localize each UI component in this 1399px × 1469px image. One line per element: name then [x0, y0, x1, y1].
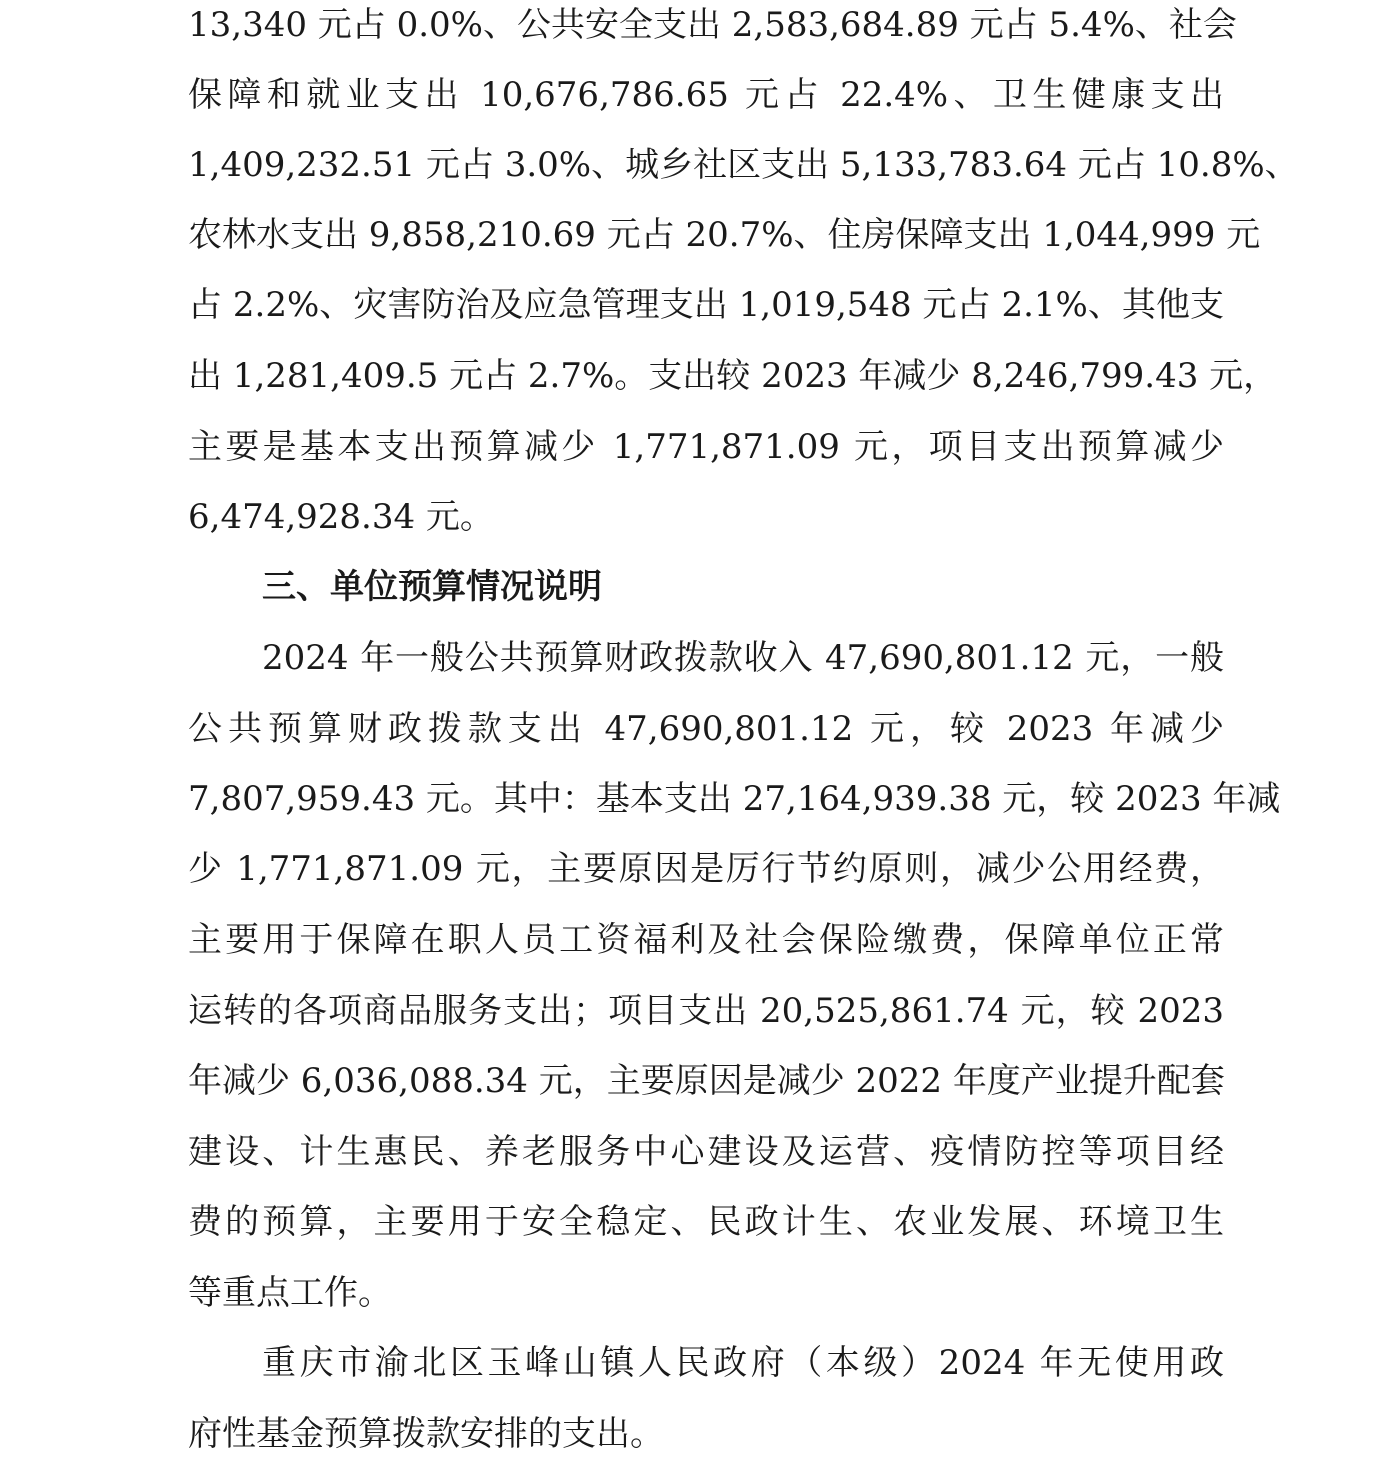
paragraph-line: 6,474,928.34 元。: [188, 497, 494, 537]
section-heading: 三、单位预算情况说明: [262, 567, 602, 607]
paragraph-line: 主要用于保障在职人员工资福利及社会保险缴费，保障单位正常: [188, 920, 1224, 960]
paragraph-line: 少 1,771,871.09 元，主要原因是厉行节约原则，减少公用经费，: [188, 849, 1224, 889]
paragraph-line: 1,409,232.51 元占 3.0%、城乡社区支出 5,133,783.64 元占 10.8%、: [188, 145, 1299, 185]
paragraph-line: 年减少 6,036,088.34 元，主要原因是减少 2022 年度产业提升配套: [188, 1061, 1225, 1101]
paragraph-line: 占 2.2%、灾害防治及应急管理支出 1,019,548 元占 2.1%、其他支: [188, 285, 1224, 325]
paragraph-line: 费的预算，主要用于安全稳定、民政计生、农业发展、环境卫生: [188, 1202, 1224, 1242]
paragraph-line: 等重点工作。: [188, 1273, 392, 1313]
paragraph-line: 府性基金预算拨款安排的支出。: [188, 1414, 664, 1454]
paragraph-line: 2024 年一般公共预算财政拨款收入 47,690,801.12 元，一般: [262, 638, 1224, 678]
paragraph-line: 农林水支出 9,858,210.69 元占 20.7%、住房保障支出 1,044,999 元: [188, 215, 1261, 255]
paragraph-line: 出 1,281,409.5 元占 2.7%。支出较 2023 年减少 8,246,799.43 元，: [188, 356, 1278, 396]
paragraph-line: 公共预算财政拨款支出 47,690,801.12 元，较 2023 年减少: [188, 709, 1224, 749]
paragraph-line: 7,807,959.43 元。其中：基本支出 27,164,939.38 元，较 2023 年减: [188, 779, 1281, 819]
paragraph-line: 运转的各项商品服务支出；项目支出 20,525,861.74 元，较 2023: [188, 991, 1224, 1031]
paragraph-line: 13,340 元占 0.0%、公共安全支出 2,583,684.89 元占 5.4%、社会: [188, 5, 1237, 45]
paragraph-line: 保障和就业支出 10,676,786.65 元占 22.4%、卫生健康支出: [188, 75, 1224, 115]
paragraph-line: 重庆市渝北区玉峰山镇人民政府（本级）2024 年无使用政: [262, 1343, 1224, 1383]
paragraph-line: 建设、计生惠民、养老服务中心建设及运营、疫情防控等项目经: [188, 1132, 1224, 1172]
paragraph-line: 主要是基本支出预算减少 1,771,871.09 元，项目支出预算减少: [188, 427, 1224, 467]
